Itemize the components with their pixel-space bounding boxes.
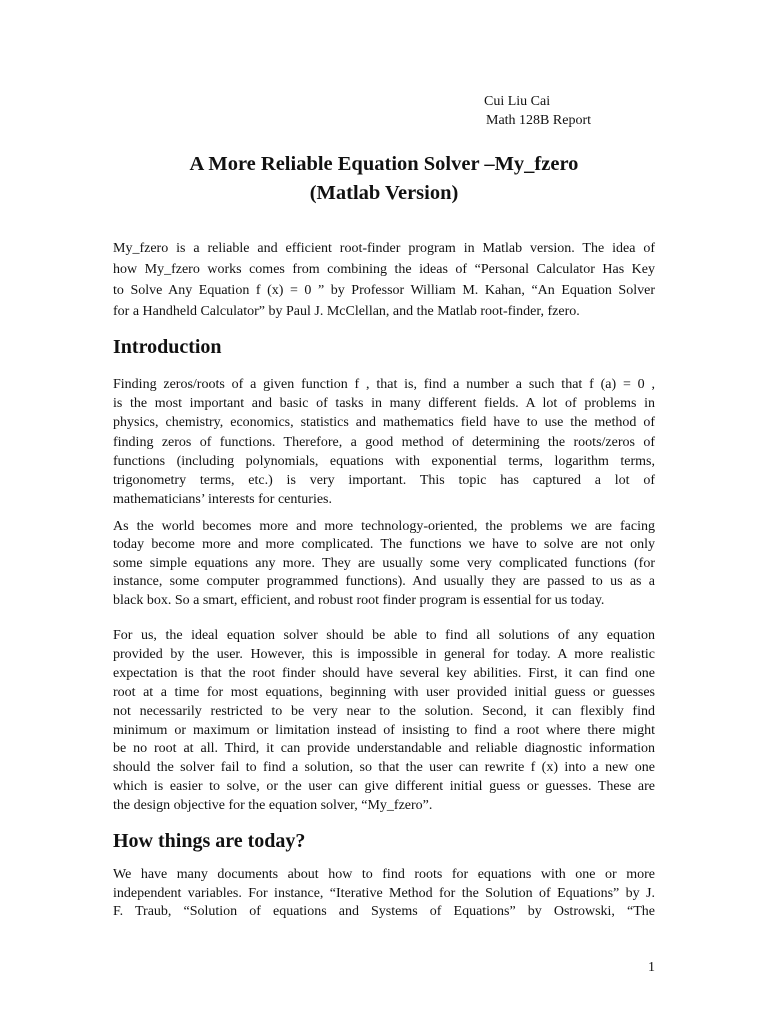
text-line: to Solve Any Equation f (x) = 0 ” by Professor William M. Kahan, “An Equation Solver [113, 283, 655, 298]
author-name: Cui Liu Cai [484, 94, 551, 109]
text-line: which is easier to solve, or the user can give different initial guess or guesses. These are [113, 779, 655, 795]
text-line: mathematicians’ interests for centuries. [113, 492, 332, 508]
text-line: instance, some computer programmed functions). And usually they are passed to us as a [113, 574, 655, 590]
text-line: Finding zeros/roots of a given function f , that is, find a number a such that f (a) = 0 , [113, 377, 655, 392]
intro-paragraph-1 [113, 375, 655, 509]
text-line: is the most important and basic of tasks in many different fields. A lot of problems in [113, 396, 655, 412]
paper-title [0, 150, 768, 208]
text-line: expectation is that the root finder should have several key abilities. First, it can find one [113, 665, 655, 681]
text-line: physics, chemistry, economics, statistics and mathematics field have to use the method of [113, 415, 655, 431]
text-line: trigonometry terms, etc.) is very important. This topic has captured a lot of [113, 473, 655, 489]
text-line: functions (including polynomials, equations with exponential terms, logarithm terms, [113, 453, 655, 469]
section-heading-introduction: Introduction [113, 336, 222, 358]
text-line: minimum or maximum or limitation instead of insisting to find a root where there might [113, 722, 655, 738]
page-number: 1 [648, 960, 655, 975]
text-line: how My_fzero works comes from combining the ideas of “Personal Calculator Has Key [113, 262, 655, 277]
text-line: My_fzero is a reliable and efficient root-finder program in Matlab version. The idea of [113, 241, 655, 256]
text-line: For us, the ideal equation solver should be able to find all solutions of any equation [113, 628, 655, 643]
text-line: As the world becomes more and more technology-oriented, the problems we are facing [113, 519, 655, 534]
title-line-2: (Matlab Version) [309, 182, 459, 204]
text-line: We have many documents about how to find roots for equations with one or more [113, 867, 655, 882]
intro-paragraph-2 [113, 518, 655, 610]
author-block [484, 92, 591, 130]
text-line: should the solver fail to find a solution, so that the user can rewrite f (x) into a new one [113, 760, 655, 776]
title-line-1: A More Reliable Equation Solver –My_fzero [189, 153, 579, 175]
section-heading-how-things-are-today: How things are today? [113, 830, 306, 852]
text-line: be no root at all. Third, it can provide understandable and reliable diagnostic information [113, 741, 655, 757]
today-paragraph-1 [113, 866, 655, 922]
intro-paragraph-3 [113, 627, 655, 816]
abstract-paragraph [113, 238, 655, 322]
text-line: some simple equations any more. They are usually some very complicated functions (for [113, 555, 655, 571]
text-line: F. Traub, “Solution of equations and Systems of Equations” by Ostrowski, “The [113, 904, 655, 920]
text-line: provided by the user. However, this is impossible in general for today. A more realistic [113, 646, 655, 662]
text-line: today become more and more complicated. The functions we have to solve are not only [113, 537, 655, 553]
text-line: independent variables. For instance, “Iterative Method for the Solution of Equations” by J. [113, 885, 655, 901]
text-line: the design objective for the equation solver, “My_fzero”. [113, 798, 433, 814]
course-name: Math 128B Report [486, 113, 591, 128]
text-line: not necessarily restricted to be very near to the solution. Second, it can flexibly find [113, 703, 655, 719]
text-line: black box. So a smart, efficient, and robust root finder program is essential for us today. [113, 592, 605, 608]
text-line: root at a time for most equations, beginning with user provided initial guess or guesses [113, 684, 655, 700]
text-line: for a Handheld Calculator” by Paul J. McClellan, and the Matlab root-finder, fzero. [113, 304, 580, 319]
text-line: finding zeros of functions. Therefore, a good method of determining the roots/zeros of [113, 434, 655, 450]
